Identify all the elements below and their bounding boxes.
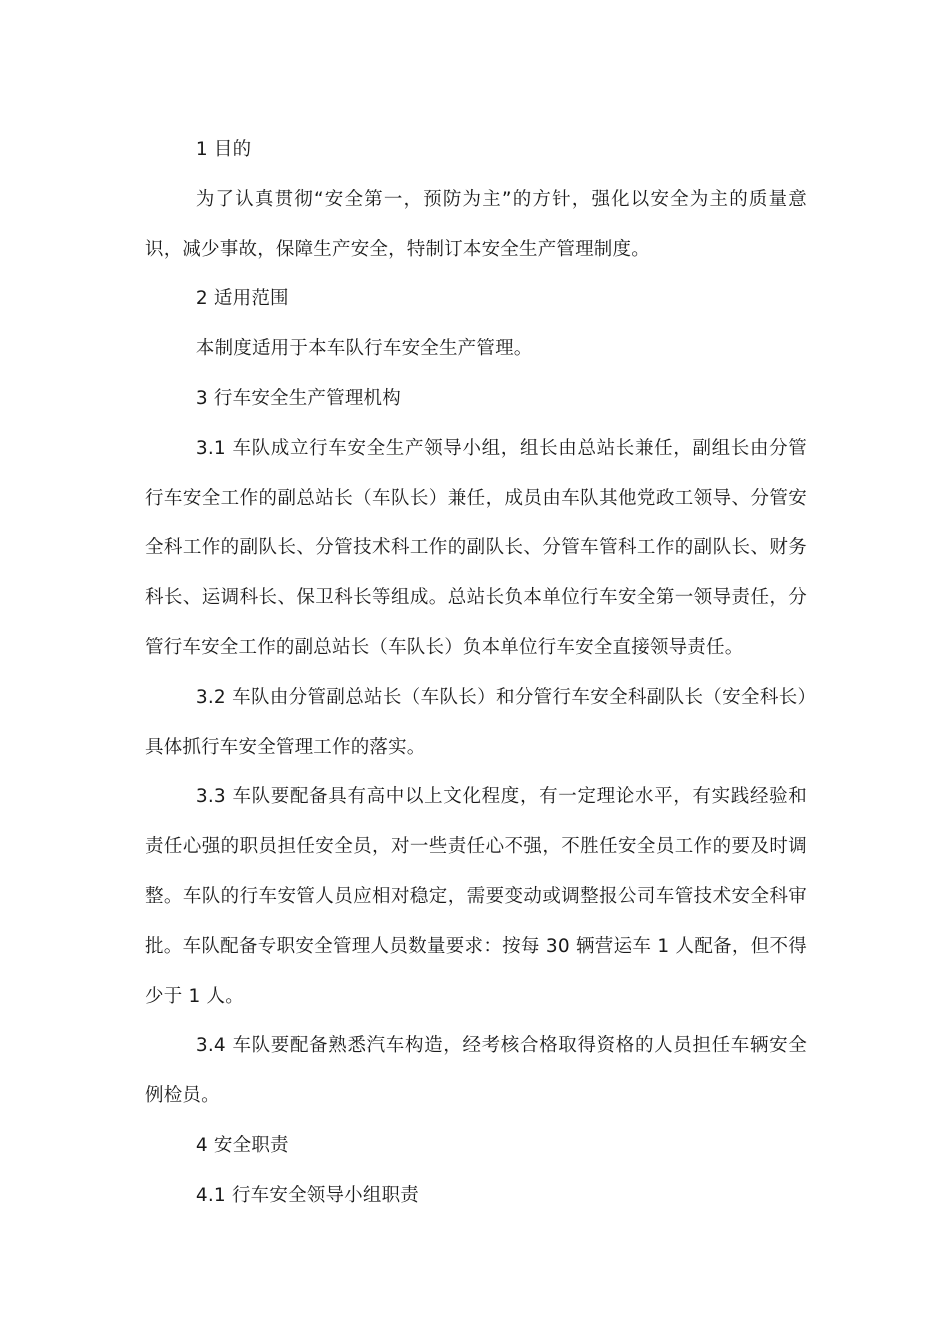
- paragraph-3-2: 3.2 车队由分管副总站长（车队长）和分管行车安全科副队长（安全科长）具体抓行车安全管理工作的落实。: [145, 686, 807, 758]
- heading-organization: 3 行车安全生产管理机构: [195, 387, 401, 409]
- heading-scope: 2 适用范围: [195, 288, 289, 310]
- heading-purpose: 1 目的: [195, 139, 252, 160]
- heading-4-1: 4.1 行车安全领导小组职责: [195, 1184, 419, 1206]
- paragraph-3-3: 3.3 车队要配备具有高中以上文化程度，有一定理论水平，有实践经验和责任心强的职员担任安全员，对一些责任心不强，不胜任安全员工作的要及时调整。车队的行车安管人员应相对稳定，需要变动或调整报公司车管技术安全科审批。车队配备专职安全管理人员数量要求：按每 30 辆营运车 1 人配备，但不得少于 1 人。: [145, 786, 807, 1007]
- document-page: [145, 125, 807, 1221]
- paragraph-3-1: 3.1 车队成立行车安全生产领导小组，组长由总站长兼任，副组长由分管行车安全工作的副总站长（车队长）兼任，成员由车队其他党政工领导、分管安全科工作的副队长、分管技术科工作的副队长、分管车管科工作的副队长、财务科长、运调科长、保卫科长等组成。总站长负本单位行车安全第一领导责任，分管行车安全工作的副总站长（车队长）负本单位行车安全直接领导责任。: [145, 437, 807, 658]
- paragraph-scope: 本制度适用于本车队行车安全生产管理。: [195, 338, 533, 360]
- paragraph-purpose: 为了认真贯彻“安全第一，预防为主”的方针，强化以安全为主的质量意识，减少事故，保障生产安全，特制订本安全生产管理制度。: [145, 188, 807, 260]
- heading-responsibilities: 4 安全职责: [195, 1134, 289, 1156]
- paragraph-3-4: 3.4 车队要配备熟悉汽车构造，经考核合格取得资格的人员担任车辆安全例检员。: [145, 1035, 807, 1107]
